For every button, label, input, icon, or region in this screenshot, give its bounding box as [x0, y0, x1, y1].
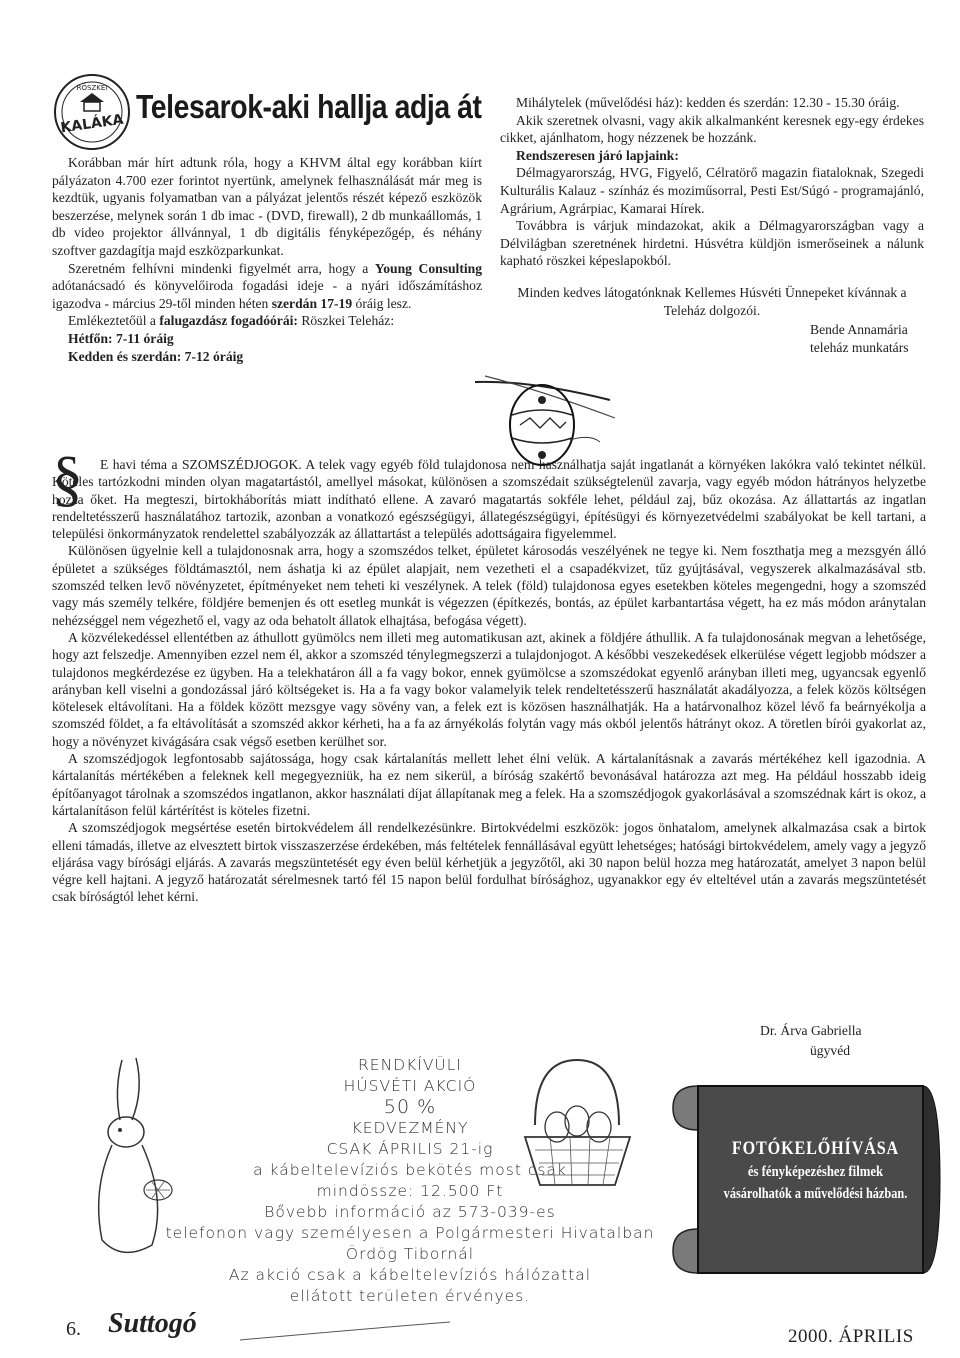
suttogo-logo: Suttogó — [108, 1308, 197, 1339]
paragraph: Különösen ügyelnie kell a tulajdonosnak arra, hogy a szomszédos telket, épületet károsodás veszélyének ne tegye ki. Nem foszthatja meg a mezsgyén álló épületet a szükséges földtámasztól, nem áshatja ki az épület alapjait, nem vezetheti el a csapadékvizet, tűz gyújtásával, vegyszerek alkalmazásával stb. szomszéd telken levő növényzetet, építményeket nem teheti ki veszélynek. A telek (föld) tulajdonosa egyes esetekben köteles megengedni, hogy a szomszéd vagy más személy telkére, földjére bemenjen és ott esetleg munkát is végezzen (építkezés, bontás, az épület karbantartása végett, ha ez más módon aránytalan nehézséggel nem végezhető el, vagy az oda behatolt állatok elhajtása, befogása végett). — [52, 543, 926, 628]
ad-line: telefonon vagy személyesen a Polgármesteri Hivatalban — [165, 1224, 655, 1242]
page-number: 6. — [66, 1318, 81, 1340]
paragraph: Mihálytelek (művelődési ház): kedden és szerdán: 12.30 - 15.30 óráig. — [516, 95, 900, 110]
ad-line: Bővebb információ az 573-039-es — [264, 1203, 556, 1221]
banner-line: és fényképezéshez filmek — [747, 1164, 884, 1180]
easter-egg-illustration — [470, 370, 620, 470]
banner-title: FOTÓKELŐHÍVÁSA — [731, 1138, 900, 1159]
photo-service-scroll-banner — [668, 1068, 946, 1293]
kalaka-logo — [52, 72, 132, 152]
ad-line: Az akció csak a kábeltelevíziós hálózattal — [228, 1266, 592, 1284]
ad-line: ellátott területen érvényes. — [289, 1287, 531, 1305]
law-article — [52, 456, 926, 906]
easter-basket-illustration — [515, 1055, 640, 1190]
subheading: Rendszeresen járó lapjaink: — [516, 147, 679, 163]
signature-role: ügyvéd — [810, 1042, 851, 1058]
issue-date: 2000. ÁPRILIS — [788, 1326, 914, 1347]
ad-price: mindössze: 12.500 Ft — [316, 1182, 504, 1200]
paragraph: Továbbra is várjuk mindazokat, akik a Délmagyarországban vagy a Délvilágban szeretnének hirdetni. Húsvétra küldjön ismerőseinek a nálunk kapható röszkei képeslapokból. — [500, 218, 924, 269]
paragraph: Korábban már hírt adtunk róla, hogy a KHVM által egy korábban kiírt pályázaton 4.700 ezer forintot nyertünk, amelynek felhasználását már meg is kezdtük, ugyanis folyamatban van a pályázat jelentős részét képező eszközök beszerzése, melynek során 1 db imac - (DVD, firewall), 2 db munkaállomás, 1 db video projektor állvánnyal, 1 db digitális fényképezőgép, és néhány szoftver gazdagítja majd eszközparkunkat. — [52, 155, 482, 258]
ad-line: HÚSVÉTI AKCIÓ — [343, 1077, 477, 1095]
signature-role: teleház munkatárs — [810, 339, 909, 355]
ad-line: Ördög Tibornál — [345, 1245, 475, 1263]
banner-line: vásárolhatók a művelődési házban. — [723, 1186, 908, 1202]
paragraph: A szomszédjogok megsértése esetén birtokvédelem áll rendelkezésünkre. Birtokvédelmi eszközök: jogos önhatalom, amelynek alkalmazása csak a birtok elleni támadás, illetve az elvesztett birtok visszaszerzése érdekében, más feltételek fennállásával együtt lehetséges; hatósági birtokvédelem, amely vagy a jegyző eljárása vagy bírósági eljárás. A zavarás megszüntetését egy éven belül kérhetjük a jegyzőtől, aki 30 napon belül hozza meg határozatát, amelyet 3 napon belül végre kell hajtani. A jegyző határozatát sérelmesnek tartó fél 15 napon belül fordulhat bírósághoz, ugyanakkor egy év elteltével után a zavarás megszüntetését csak bíróságtól lehet kérni. — [52, 820, 926, 905]
paragraph: E havi téma a SZOMSZÉDJOGOK. A telek vagy egyéb föld tulajdonosa nem használhatja saját ingatlanát a környéken lakókra való tekintet nélkül. Köteles tartózkodni minden olyan magatartástól, amellyel másokat, különösen a szomszédait szükségtelenül zavarja, vagy egyéb módon hátrányos helyzetbe hozza őket. Ha megteszi, birtokháborítás miatt indítható ellene. A zavaró magatartás sokféle lehet, például zaj, bűz okozása. Az állattartás az ingatlan rendeltetésszerű használatához tartozik, azonban a vonatkozó egészségügyi, állategészségügyi, építésügyi és környezetvédelmi szabályokat be kell tartani, a települési önkormányzatok rendelettel szabályozzák az állattartást a település adottságaira figyelemmel. — [52, 457, 926, 542]
greeting: Minden kedves látogatónknak Kellemes Húsvéti Ünnepeket kívánnak a Teleház dolgozói. — [517, 284, 907, 318]
ad-discount: 50 % — [383, 1096, 437, 1118]
lawyer-signature — [760, 1022, 940, 1059]
office-hours-line: Hétfőn: 7-11 óráig — [68, 330, 174, 346]
section-sign-icon: § — [52, 445, 83, 513]
svg-text:RÖSZKEI: RÖSZKEI — [76, 84, 108, 92]
paragraph: Akik szeretnek olvasni, vagy akik alkalmanként keresnek egy-egy érdekes cikket, ajánlhatom, hogy nézzenek be hozzánk. — [500, 112, 924, 146]
ad-line: CSAK ÁPRILIS 21-ig — [326, 1140, 494, 1158]
signature-name: Dr. Árva Gabriella — [760, 1023, 862, 1038]
ad-line: RENDKÍVÜLI — [358, 1056, 462, 1074]
page-headline: Telesarok-aki hallja adja át — [136, 88, 482, 125]
signature-name: Bende Annamária — [810, 322, 908, 338]
paragraph: A közvélekedéssel ellentétben az áthullott gyümölcs nem illeti meg automatikusan azt, akinek a földjére áthullik. A fa tulajdonosának megvan a lehetősége, hogy azt felszedje. Amennyiben ezzel nem él, akkor a szomszéd ténylegmegszerzi a tulajdonjogot. A későbbi veszekedések elkerülése végett legjobb módszer a tulajdonos megkérdezése ez ügyben. Ha a telekhatáron áll a fa vagy bokor, ennek gyümölcse a szomszédokat egyenlő arányban illeti meg, ugyancsak egyenlő arányban kell viselni a gondozással járó költségeket is. Ha a fa vagy bokor valamelyik telek rendeltetésszerű használatát akadályozza, a felek közös költségen kötelesek eltávolítani. Ha a földek között mezsgye vagy sövény van, a felek ezt is közösen használhatják. Ha a határvonalhoz közel lévő fa beárnyékolja a szomszéd földet, a fa eltávolítását a szomszéd akkor kérheti, ha a fa az árnyékolás folytán vagy más okból jelentős hátrányt okoz. A töretlen bírói gyakorlat az, hogy a növényzet kivágására csak végső esetben kerülhet sor. — [52, 629, 926, 749]
paragraph: Emlékeztetőül a falugazdász fogadóórái: Röszkei Teleház: — [68, 313, 395, 329]
svg-text:KALÁKA: KALÁKA — [59, 111, 125, 137]
ad-line: a kábeltelevíziós bekötés most csak — [253, 1161, 567, 1179]
paragraph: A szomszédjogok legfontosabb sajátossága, hogy csak kártalanítás mellett lehet élni velük. A kártalanításnak a zavarás mértékéhez kell igazodnia. A kártalanítás mértékében a feleknek kell megegyezniük, ha ez nem sikerül, a bíróság szakértő bevonásával határozza azt meg. Ha például hosszabb ideig építőanyagot tárolnak a szomszédos ingatlanon, akkor használati díjat állapítanak meg a felek. Ha a szomszédjogok gyakorlásával a szomszédnak kárt is okoz, a kártalanításon felül kártérítést is köteles fizetni. — [52, 751, 926, 818]
left-column — [52, 154, 482, 365]
right-column — [500, 94, 924, 356]
ad-line: KEDVEZMÉNY — [351, 1119, 469, 1137]
paragraph: Szeretném felhívni mindenki figyelmét arra, hogy a Young Consulting adótanácsadó és könyvelőiroda fogadási ideje - a nyári időszámításhoz igazodva - március 29-től minden héten szerdán 17-19 óráig lesz. — [52, 260, 482, 311]
office-hours-line: Kedden és szerdán: 7-12 óráig — [68, 348, 244, 364]
footer-swoosh — [240, 1320, 460, 1350]
paragraph: Délmagyarország, HVG, Figyelő, Célratörő magazin fiataloknak, Szegedi Kulturális Kalauz - színház és moziműsorral, Pesti Est/Súgó - programajánló, Agrárium, Agrárpiac, Kamarai Hírek. — [500, 165, 924, 216]
